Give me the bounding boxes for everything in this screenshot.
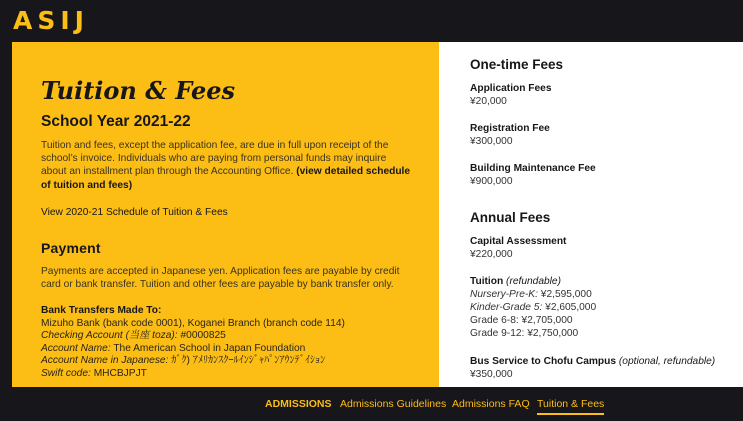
checking-value: #0000825 [180,330,226,341]
swift-label: Swift code: [41,367,91,379]
onetime-fees-heading: One-time Fees [470,57,564,72]
account-name-value: The American School in Japan Foundation [113,342,306,354]
nav-admissions[interactable]: ADMISSIONS [265,398,332,410]
bus-label [470,355,740,368]
detailed-schedule-link[interactable]: (view detailed schedule of tuition and fees) [41,166,411,191]
fees-panel [439,42,743,387]
fee-label: Building Maintenance Fee [470,163,596,174]
fee-label: Application Fees [470,83,552,94]
nav-admissions-faq[interactable]: Admissions FAQ [452,398,530,410]
tuition-note: (refundable) [506,276,561,287]
bank-heading: Bank Transfers Made To: [41,305,162,316]
fee-value: ¥300,000 [470,136,513,147]
bank-line: Mizuho Bank (bank code 0001), Koganei Branch (branch code 114) [41,317,345,329]
bus-label-text: Bus Service to Chofu Campus [470,356,617,367]
nav-tuition-fees[interactable]: Tuition & Fees [537,398,604,415]
fee-building-maintenance [470,162,740,188]
tuition-amount: ¥2,595,000 [540,289,592,300]
tuition-row [470,301,740,314]
fee-bus-service [470,355,740,381]
swift-value: MHCBJPJT [93,367,147,379]
fee-registration [470,122,740,148]
account-name-jp-line [41,355,421,368]
checking-account-line [41,330,421,343]
checking-label: Checking Account (当座 toza): [41,330,178,341]
account-jp-value: ｶﾞｸ) ｱﾒﾘｶﾝｽｸｰﾙｲﾝｼﾞｬﾊﾟﾝｱｳﾝﾃﾞｲｼｮﾝ [171,355,326,366]
bus-note: (optional, refundable) [618,356,716,367]
fee-tuition [470,275,740,340]
fee-value: ¥350,000 [470,369,513,380]
payment-heading: Payment [41,240,101,256]
fee-capital-assessment [470,235,740,261]
tuition-amount: ¥2,705,000 [521,315,573,326]
school-year-heading: School Year 2021-22 [41,113,191,130]
tuition-row [470,288,740,301]
fee-label: Capital Assessment [470,236,567,247]
intro-paragraph [41,139,411,192]
fee-application [470,82,740,108]
bank-transfer-info [41,305,421,380]
page-title: Tuition & Fees [41,76,236,105]
tuition-row [470,314,740,327]
tuition-label [470,275,740,288]
fee-value: ¥900,000 [470,176,513,187]
fee-value: ¥20,000 [470,96,507,107]
intro-text: Tuition and fees, except the application fee, are due in full upon receipt of the school’s invoice. Individuals who are paying from personal funds may inquire about an installment plan through the Accounting Office. [41,140,389,178]
fee-value: ¥220,000 [470,249,513,260]
tuition-grade: Grade 9-12: [470,328,525,339]
tuition-amount: ¥2,750,000 [527,328,579,339]
account-jp-label: Account Name in Japanese: [41,355,169,366]
tuition-grade: Grade 6-8: [470,315,519,326]
top-bar [0,0,743,42]
swift-line [41,368,421,381]
tuition-row [470,327,740,340]
nav-admissions-guidelines[interactable]: Admissions Guidelines [340,398,447,410]
tuition-amount: ¥2,605,000 [545,302,597,313]
tuition-panel [12,42,439,387]
annual-fees-heading: Annual Fees [470,210,551,225]
tuition-grade: Kinder-Grade 5: [470,302,543,313]
section-nav [0,387,743,421]
account-name-label: Account Name: [41,342,111,354]
tuition-label-text: Tuition [470,276,504,287]
fee-label: Registration Fee [470,123,550,134]
tuition-grade: Nursery-Pre-K: [470,289,538,300]
account-name-line [41,343,421,356]
asij-logo[interactable]: ASIJ [13,6,89,35]
payment-paragraph: Payments are accepted in Japanese yen. Application fees are payable by credit card or bank transfer. Tuition and other fees are payable by bank transfer only. [41,266,400,291]
schedule-2020-link[interactable]: View 2020-21 Schedule of Tuition & Fees [41,207,228,218]
